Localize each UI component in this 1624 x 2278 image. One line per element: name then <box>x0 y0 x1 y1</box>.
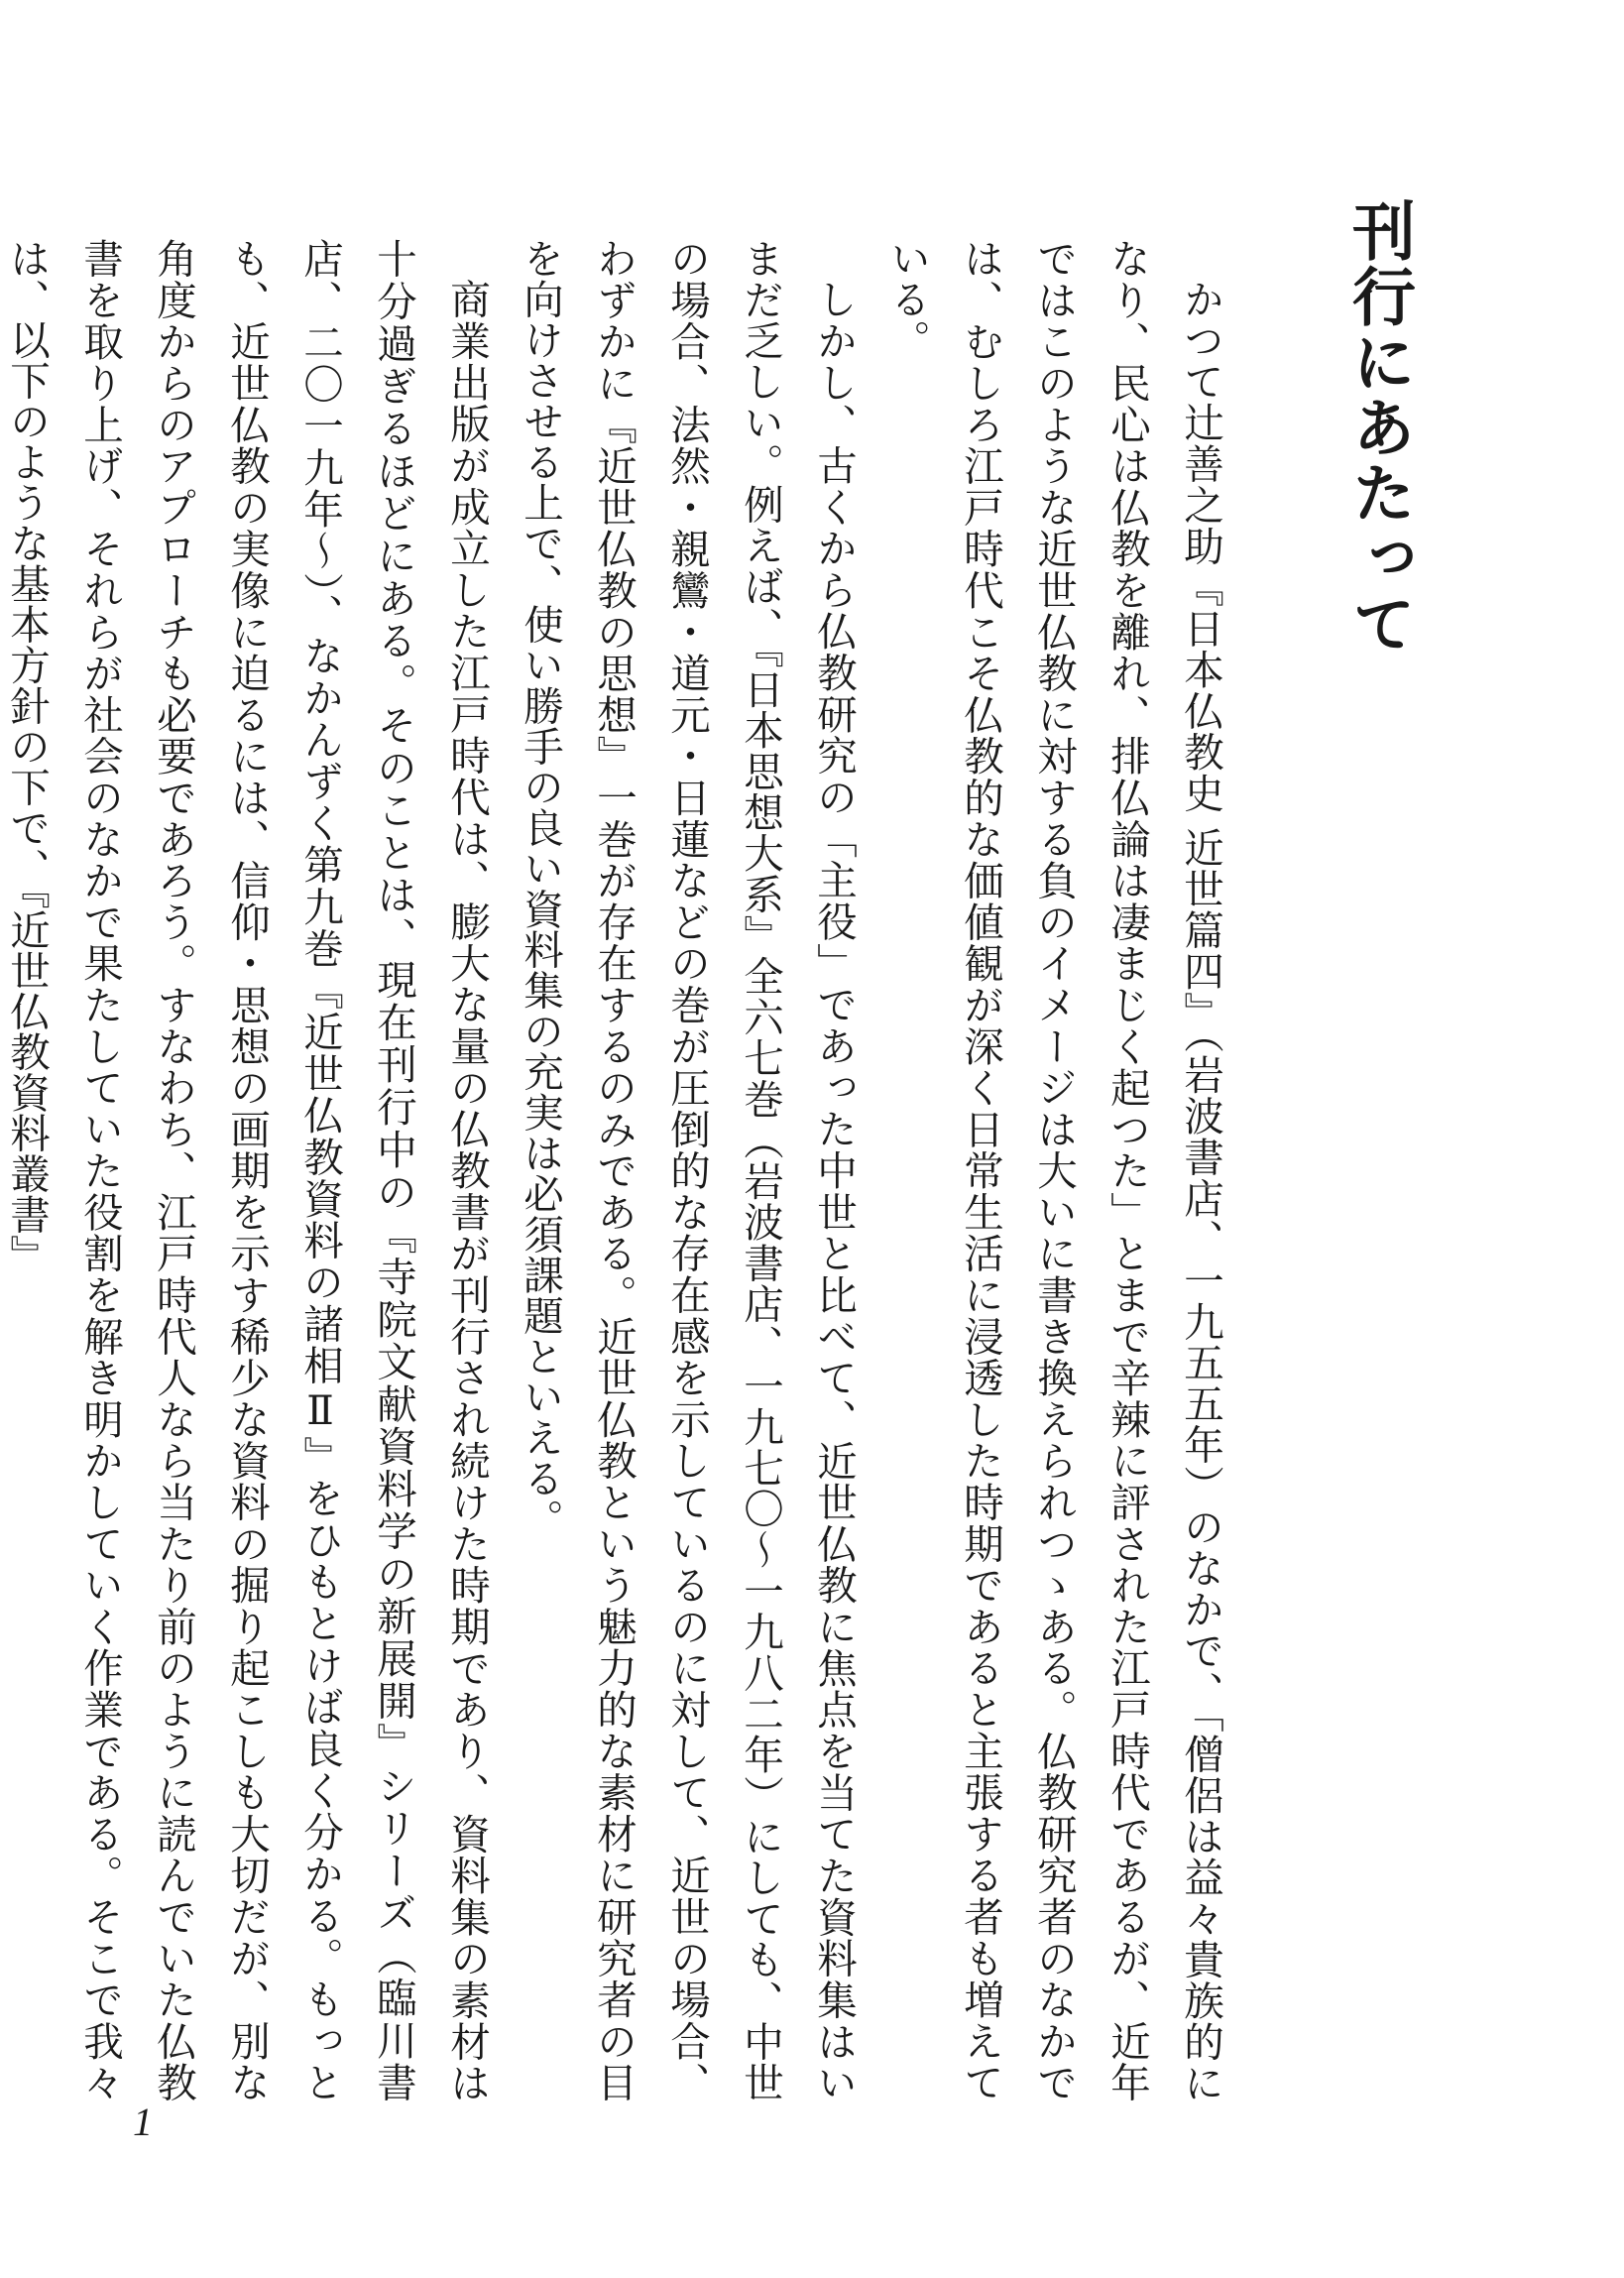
page-title: 刊行にあたって <box>1341 198 1415 657</box>
paragraph-2: しかし、古くから仏教研究の「主役」であった中世と比べて、近世仏教に焦点を当てた資料集はいまだ乏しい。例えば、『日本思想大系』全六七巻（岩波書店、一九七〇～一九八二年）にしても、中世の場合、法然・親鸞・道元・日蓮などの巻が圧倒的な存在感を示しているのに対して、近世の場合、わずかに『近世仏教の思想』一巻が存在するのみである。近世仏教という魅力的な素材に研究者の目を向けさせる上で、使い勝手の良い資料集の充実は必須課題といえる。 <box>517 238 858 2103</box>
page-number: 1 <box>133 2099 153 2144</box>
paragraph-1: かつて辻善之助『日本仏教史 近世篇四』（岩波書店、一九五五年）のなかで、「僧侶は益々貴族的になり、民心は仏教を離れ、排仏論は凄まじく起つた」とまで辛辣に評された江戸時代であるが、近年ではこのような近世仏教に対する負のイメージは大いに書き換えられつゝある。仏教研究者のなかでは、むしろ江戸時代こそ仏教的な価値観が深く日常生活に浸透した時期であると主張する者も増えている。 <box>883 238 1224 2102</box>
paragraph-3: 商業出版が成立した江戸時代は、膨大な量の仏教書が刊行され続けた時期であり、資料集の素材は十分過ぎるほどにある。そのことは、現在刊行中の『寺院文献資料学の新展開』シリーズ（臨川書店、二〇一九年～）、なかんずく第九巻『近世仏教資料の諸相Ⅱ』をひもとけば良く分かる。もっとも、近世仏教の実像に迫るには、信仰・思想の画期を示す稀少な資料の掘り起こしも大切だが、別な角度からのアプローチも必要であろう。すなわち、江戸時代人なら当たり前のように読んでいた仏教書を取り上げ、それらが社会のなかで果たしていた役割を解き明かしていく作業である。そこで我々は、以下のような基本方針の下で、『近世仏教資料叢書』 <box>3 238 491 2102</box>
body-text <box>3 238 1237 2103</box>
